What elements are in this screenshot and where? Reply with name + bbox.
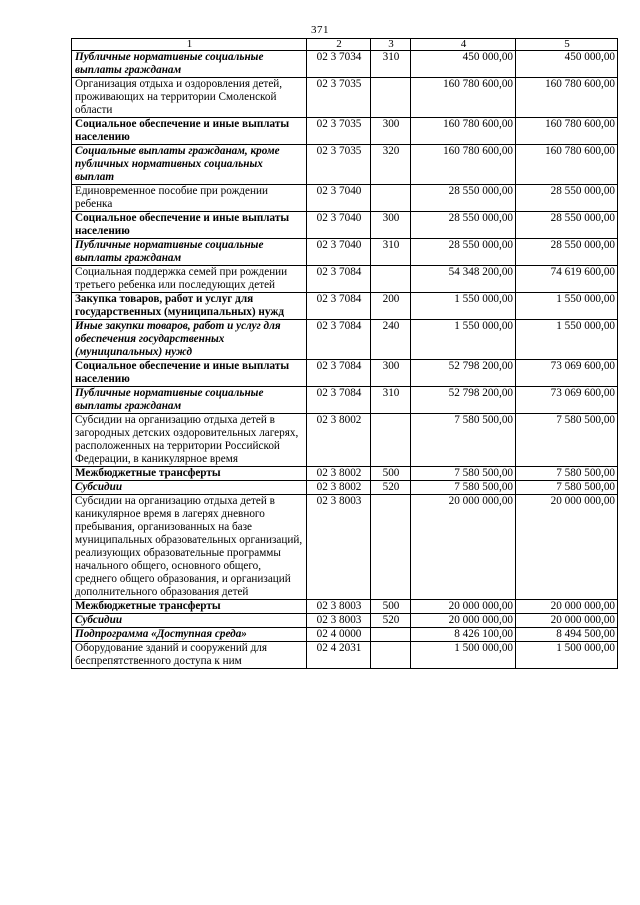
page-number: 371 xyxy=(311,24,329,36)
row-amount1-cell: 28 550 000,00 xyxy=(411,212,516,239)
row-name-cell: Субсидии на организацию отдыха детей в каникулярное время в лагерях дневного пребывания, организованных на базе муниципальных образовательных организаций, реализующих образовательные программы начального общего, основного общего, среднего общего образования, и организаций дополнительного образования детей xyxy=(72,495,307,600)
row-name-cell: Иные закупки товаров, работ и услуг для обеспечения государственных (муниципальных) нужд xyxy=(72,320,307,360)
table-row xyxy=(72,51,618,78)
row-csr-cell: 02 3 7040 xyxy=(307,239,371,266)
row-amount1-cell: 28 550 000,00 xyxy=(411,239,516,266)
row-amount1-cell: 160 780 600,00 xyxy=(411,78,516,118)
row-name-cell: Социальные выплаты гражданам, кроме публичных нормативных социальных выплат xyxy=(72,145,307,185)
row-amount2-cell: 73 069 600,00 xyxy=(516,360,618,387)
row-amount1-cell: 54 348 200,00 xyxy=(411,266,516,293)
table-row xyxy=(72,628,618,642)
row-vr-cell xyxy=(371,78,411,118)
table-row xyxy=(72,78,618,118)
row-amount1-cell: 20 000 000,00 xyxy=(411,495,516,600)
row-amount1-cell: 1 550 000,00 xyxy=(411,320,516,360)
row-amount2-cell: 20 000 000,00 xyxy=(516,614,618,628)
row-csr-cell: 02 3 8002 xyxy=(307,467,371,481)
column-header-name: 1 xyxy=(72,39,307,51)
row-amount1-cell: 7 580 500,00 xyxy=(411,481,516,495)
row-amount1-cell: 160 780 600,00 xyxy=(411,145,516,185)
table-row xyxy=(72,266,618,293)
row-csr-cell: 02 3 7034 xyxy=(307,51,371,78)
row-amount1-cell: 7 580 500,00 xyxy=(411,414,516,467)
row-vr-cell: 500 xyxy=(371,467,411,481)
row-name-cell: Публичные нормативные социальные выплаты гражданам xyxy=(72,239,307,266)
row-csr-cell: 02 4 2031 xyxy=(307,642,371,669)
row-csr-cell: 02 3 8002 xyxy=(307,481,371,495)
row-vr-cell: 240 xyxy=(371,320,411,360)
table-row xyxy=(72,481,618,495)
row-amount1-cell: 8 426 100,00 xyxy=(411,628,516,642)
table-row xyxy=(72,414,618,467)
row-amount2-cell: 1 550 000,00 xyxy=(516,293,618,320)
row-amount1-cell: 160 780 600,00 xyxy=(411,118,516,145)
row-amount2-cell: 160 780 600,00 xyxy=(516,118,618,145)
row-amount2-cell: 7 580 500,00 xyxy=(516,414,618,467)
header-row xyxy=(72,39,618,51)
row-csr-cell: 02 3 7084 xyxy=(307,266,371,293)
row-amount2-cell: 7 580 500,00 xyxy=(516,467,618,481)
row-vr-cell: 500 xyxy=(371,600,411,614)
row-name-cell: Оборудование зданий и сооружений для беспрепятственного доступа к ним xyxy=(72,642,307,669)
table-row xyxy=(72,293,618,320)
row-amount1-cell: 1 550 000,00 xyxy=(411,293,516,320)
table-row xyxy=(72,614,618,628)
row-amount2-cell: 28 550 000,00 xyxy=(516,239,618,266)
row-name-cell: Социальное обеспечение и иные выплаты населению xyxy=(72,118,307,145)
row-name-cell: Закупка товаров, работ и услуг для государственных (муниципальных) нужд xyxy=(72,293,307,320)
row-amount2-cell: 20 000 000,00 xyxy=(516,495,618,600)
row-csr-cell: 02 3 7084 xyxy=(307,387,371,414)
row-vr-cell: 300 xyxy=(371,212,411,239)
row-vr-cell: 310 xyxy=(371,387,411,414)
row-name-cell: Публичные нормативные социальные выплаты гражданам xyxy=(72,51,307,78)
row-csr-cell: 02 3 7040 xyxy=(307,185,371,212)
row-name-cell: Межбюджетные трансферты xyxy=(72,600,307,614)
row-name-cell: Субсидии на организацию отдыха детей в загородных детских оздоровительных лагерях, расположенных на территории Российской Федерации, в каникулярное время xyxy=(72,414,307,467)
table-row xyxy=(72,239,618,266)
row-csr-cell: 02 3 8002 xyxy=(307,414,371,467)
row-name-cell: Субсидии xyxy=(72,481,307,495)
row-vr-cell: 300 xyxy=(371,360,411,387)
table-body xyxy=(72,51,618,669)
row-vr-cell xyxy=(371,628,411,642)
row-name-cell: Социальное обеспечение и иные выплаты населению xyxy=(72,212,307,239)
row-amount1-cell: 7 580 500,00 xyxy=(411,467,516,481)
row-vr-cell xyxy=(371,414,411,467)
row-name-cell: Социальная поддержка семей при рождении третьего ребенка или последующих детей xyxy=(72,266,307,293)
table-row xyxy=(72,320,618,360)
column-header-csr: 2 xyxy=(307,39,371,51)
row-csr-cell: 02 3 7035 xyxy=(307,118,371,145)
row-amount2-cell: 1 550 000,00 xyxy=(516,320,618,360)
table-row xyxy=(72,600,618,614)
row-name-cell: Социальное обеспечение и иные выплаты населению xyxy=(72,360,307,387)
table-row xyxy=(72,467,618,481)
row-csr-cell: 02 3 7035 xyxy=(307,78,371,118)
row-vr-cell: 520 xyxy=(371,481,411,495)
row-amount1-cell: 52 798 200,00 xyxy=(411,387,516,414)
row-vr-cell: 520 xyxy=(371,614,411,628)
row-amount2-cell: 450 000,00 xyxy=(516,51,618,78)
row-name-cell: Публичные нормативные социальные выплаты гражданам xyxy=(72,387,307,414)
row-csr-cell: 02 3 8003 xyxy=(307,600,371,614)
row-amount2-cell: 160 780 600,00 xyxy=(516,145,618,185)
row-amount1-cell: 52 798 200,00 xyxy=(411,360,516,387)
row-amount2-cell: 1 500 000,00 xyxy=(516,642,618,669)
budget-table xyxy=(71,38,618,669)
row-amount2-cell: 73 069 600,00 xyxy=(516,387,618,414)
row-vr-cell: 320 xyxy=(371,145,411,185)
row-vr-cell xyxy=(371,642,411,669)
row-name-cell: Межбюджетные трансферты xyxy=(72,467,307,481)
row-vr-cell xyxy=(371,185,411,212)
table-row xyxy=(72,642,618,669)
column-header-amount1: 4 xyxy=(411,39,516,51)
row-name-cell: Подпрограмма «Доступная среда» xyxy=(72,628,307,642)
row-vr-cell: 310 xyxy=(371,239,411,266)
row-csr-cell: 02 3 8003 xyxy=(307,495,371,600)
table-row xyxy=(72,118,618,145)
row-vr-cell xyxy=(371,266,411,293)
row-amount1-cell: 450 000,00 xyxy=(411,51,516,78)
column-header-vr: 3 xyxy=(371,39,411,51)
row-csr-cell: 02 3 7084 xyxy=(307,360,371,387)
row-amount1-cell: 28 550 000,00 xyxy=(411,185,516,212)
table-row xyxy=(72,212,618,239)
row-amount2-cell: 7 580 500,00 xyxy=(516,481,618,495)
table-row xyxy=(72,360,618,387)
row-vr-cell: 300 xyxy=(371,118,411,145)
row-name-cell: Субсидии xyxy=(72,614,307,628)
row-amount2-cell: 160 780 600,00 xyxy=(516,78,618,118)
row-csr-cell: 02 3 8003 xyxy=(307,614,371,628)
row-csr-cell: 02 3 7040 xyxy=(307,212,371,239)
table-header xyxy=(72,39,618,51)
row-csr-cell: 02 4 0000 xyxy=(307,628,371,642)
row-amount1-cell: 1 500 000,00 xyxy=(411,642,516,669)
row-amount2-cell: 28 550 000,00 xyxy=(516,185,618,212)
row-csr-cell: 02 3 7084 xyxy=(307,293,371,320)
row-amount2-cell: 20 000 000,00 xyxy=(516,600,618,614)
row-amount2-cell: 8 494 500,00 xyxy=(516,628,618,642)
table-row xyxy=(72,387,618,414)
row-name-cell: Организация отдыха и оздоровления детей, проживающих на территории Смоленской области xyxy=(72,78,307,118)
row-name-cell: Единовременное пособие при рождении ребенка xyxy=(72,185,307,212)
row-amount2-cell: 74 619 600,00 xyxy=(516,266,618,293)
row-amount2-cell: 28 550 000,00 xyxy=(516,212,618,239)
table-row xyxy=(72,495,618,600)
table-row xyxy=(72,185,618,212)
row-amount1-cell: 20 000 000,00 xyxy=(411,614,516,628)
row-csr-cell: 02 3 7084 xyxy=(307,320,371,360)
table-row xyxy=(72,145,618,185)
row-csr-cell: 02 3 7035 xyxy=(307,145,371,185)
row-vr-cell: 200 xyxy=(371,293,411,320)
row-vr-cell: 310 xyxy=(371,51,411,78)
row-amount1-cell: 20 000 000,00 xyxy=(411,600,516,614)
row-vr-cell xyxy=(371,495,411,600)
column-header-amount2: 5 xyxy=(516,39,618,51)
